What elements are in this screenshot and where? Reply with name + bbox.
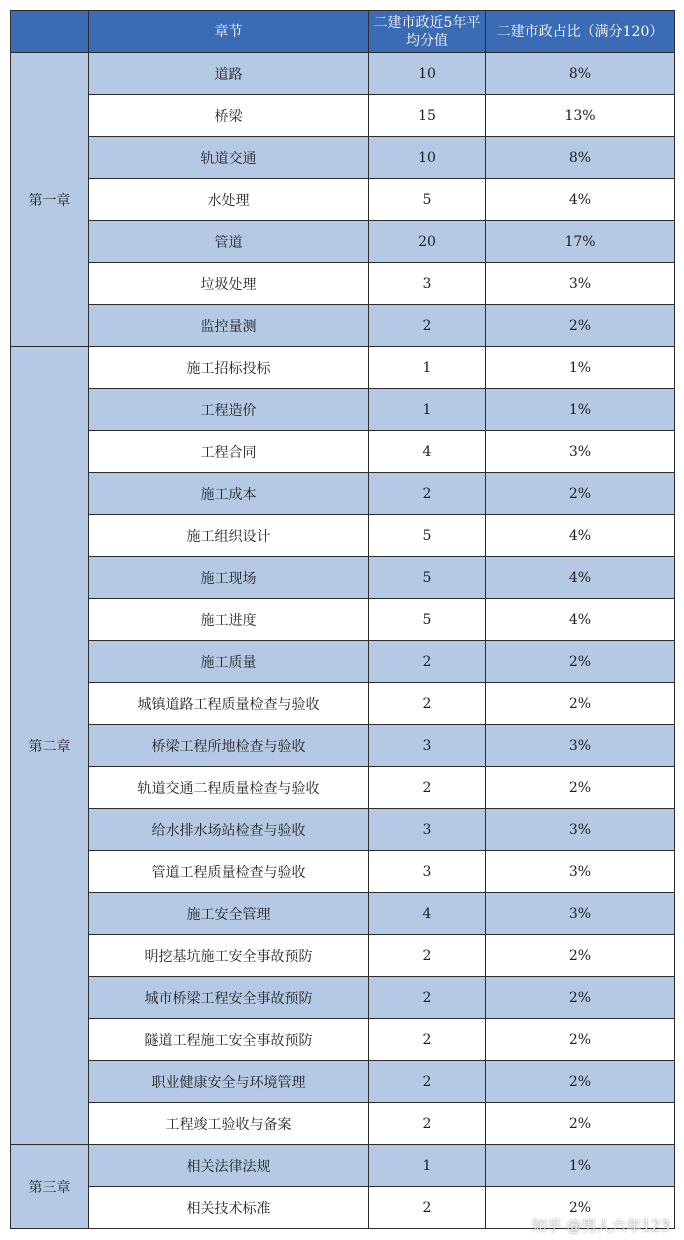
table-row	[11, 557, 675, 599]
item-cell: 道路	[89, 53, 369, 95]
avg-score-cell: 2	[369, 305, 486, 347]
percent-cell: 3%	[486, 893, 675, 935]
watermark: 知乎 @男人六年123	[531, 1217, 670, 1235]
percent-cell: 3%	[486, 851, 675, 893]
table-row	[11, 347, 675, 389]
item-cell: 管道工程质量检查与验收	[89, 851, 369, 893]
item-cell: 施工招标投标	[89, 347, 369, 389]
percent-cell: 2%	[486, 767, 675, 809]
avg-score-cell: 5	[369, 557, 486, 599]
chapter-cell: 第三章	[11, 1145, 89, 1229]
item-cell: 给水排水场站检查与验收	[89, 809, 369, 851]
score-table	[10, 10, 675, 1229]
item-cell: 相关技术标准	[89, 1187, 369, 1229]
percent-cell: 8%	[486, 53, 675, 95]
avg-score-cell: 3	[369, 725, 486, 767]
percent-cell: 4%	[486, 179, 675, 221]
avg-score-cell: 2	[369, 935, 486, 977]
item-cell: 施工成本	[89, 473, 369, 515]
avg-score-cell: 15	[369, 95, 486, 137]
avg-score-cell: 2	[369, 641, 486, 683]
header-section: 章节	[89, 11, 369, 53]
table-row	[11, 977, 675, 1019]
table-row	[11, 431, 675, 473]
item-cell: 桥梁工程所地检查与验收	[89, 725, 369, 767]
table-row	[11, 53, 675, 95]
chapter-cell: 第二章	[11, 347, 89, 1145]
item-cell: 施工组织设计	[89, 515, 369, 557]
avg-score-cell: 20	[369, 221, 486, 263]
percent-cell: 2%	[486, 1061, 675, 1103]
table-row	[11, 515, 675, 557]
percent-cell: 2%	[486, 305, 675, 347]
item-cell: 管道	[89, 221, 369, 263]
percent-cell: 4%	[486, 599, 675, 641]
table-row	[11, 1019, 675, 1061]
table-row	[11, 389, 675, 431]
avg-score-cell: 3	[369, 851, 486, 893]
table-body	[11, 53, 675, 1229]
avg-score-cell: 5	[369, 515, 486, 557]
table-row	[11, 809, 675, 851]
item-cell: 相关法律法规	[89, 1145, 369, 1187]
avg-score-cell: 10	[369, 53, 486, 95]
percent-cell: 4%	[486, 515, 675, 557]
table-row	[11, 599, 675, 641]
avg-score-cell: 4	[369, 893, 486, 935]
percent-cell: 13%	[486, 95, 675, 137]
item-cell: 工程造价	[89, 389, 369, 431]
header-chapter	[11, 11, 89, 53]
table-row	[11, 263, 675, 305]
percent-cell: 2%	[486, 977, 675, 1019]
percent-cell: 8%	[486, 137, 675, 179]
table-row	[11, 641, 675, 683]
avg-score-cell: 2	[369, 683, 486, 725]
item-cell: 施工安全管理	[89, 893, 369, 935]
table-row	[11, 1103, 675, 1145]
percent-cell: 2%	[486, 641, 675, 683]
table-row	[11, 1061, 675, 1103]
avg-score-cell: 10	[369, 137, 486, 179]
item-cell: 桥梁	[89, 95, 369, 137]
avg-score-cell: 1	[369, 389, 486, 431]
table-row	[11, 1145, 675, 1187]
avg-score-cell: 2	[369, 1187, 486, 1229]
percent-cell: 3%	[486, 809, 675, 851]
avg-score-cell: 2	[369, 767, 486, 809]
header-avg-score: 二建市政近5年平均分值	[369, 11, 486, 53]
item-cell: 轨道交通二程质量检查与验收	[89, 767, 369, 809]
percent-cell: 3%	[486, 431, 675, 473]
avg-score-cell: 2	[369, 1061, 486, 1103]
percent-cell: 2%	[486, 473, 675, 515]
item-cell: 轨道交通	[89, 137, 369, 179]
avg-score-cell: 2	[369, 1103, 486, 1145]
table-row	[11, 683, 675, 725]
item-cell: 工程竣工验收与备案	[89, 1103, 369, 1145]
item-cell: 施工进度	[89, 599, 369, 641]
item-cell: 监控量测	[89, 305, 369, 347]
avg-score-cell: 2	[369, 473, 486, 515]
table-row	[11, 935, 675, 977]
percent-cell: 2%	[486, 683, 675, 725]
percent-cell: 2%	[486, 1187, 675, 1229]
percent-cell: 2%	[486, 1103, 675, 1145]
table-row	[11, 851, 675, 893]
avg-score-cell: 1	[369, 1145, 486, 1187]
header-row	[11, 11, 675, 53]
percent-cell: 4%	[486, 557, 675, 599]
percent-cell: 1%	[486, 389, 675, 431]
percent-cell: 1%	[486, 347, 675, 389]
table-row	[11, 305, 675, 347]
item-cell: 施工现场	[89, 557, 369, 599]
avg-score-cell: 3	[369, 809, 486, 851]
table-row	[11, 725, 675, 767]
item-cell: 城市桥梁工程安全事故预防	[89, 977, 369, 1019]
avg-score-cell: 5	[369, 179, 486, 221]
percent-cell: 2%	[486, 935, 675, 977]
percent-cell: 2%	[486, 1019, 675, 1061]
percent-cell: 1%	[486, 1145, 675, 1187]
table-row	[11, 179, 675, 221]
item-cell: 工程合同	[89, 431, 369, 473]
item-cell: 隧道工程施工安全事故预防	[89, 1019, 369, 1061]
item-cell: 水处理	[89, 179, 369, 221]
item-cell: 城镇道路工程质量检查与验收	[89, 683, 369, 725]
table-row	[11, 893, 675, 935]
header-percent: 二建市政占比（满分120）	[486, 11, 675, 53]
percent-cell: 17%	[486, 221, 675, 263]
avg-score-cell: 1	[369, 347, 486, 389]
avg-score-cell: 3	[369, 263, 486, 305]
avg-score-cell: 2	[369, 1019, 486, 1061]
avg-score-cell: 5	[369, 599, 486, 641]
table-row	[11, 137, 675, 179]
item-cell: 明挖基坑施工安全事故预防	[89, 935, 369, 977]
table-row	[11, 221, 675, 263]
item-cell: 施工质量	[89, 641, 369, 683]
table-row	[11, 95, 675, 137]
avg-score-cell: 4	[369, 431, 486, 473]
percent-cell: 3%	[486, 263, 675, 305]
item-cell: 职业健康安全与环境管理	[89, 1061, 369, 1103]
chapter-cell: 第一章	[11, 53, 89, 347]
avg-score-cell: 2	[369, 977, 486, 1019]
percent-cell: 3%	[486, 725, 675, 767]
table-row	[11, 473, 675, 515]
table-row	[11, 767, 675, 809]
item-cell: 垃圾处理	[89, 263, 369, 305]
